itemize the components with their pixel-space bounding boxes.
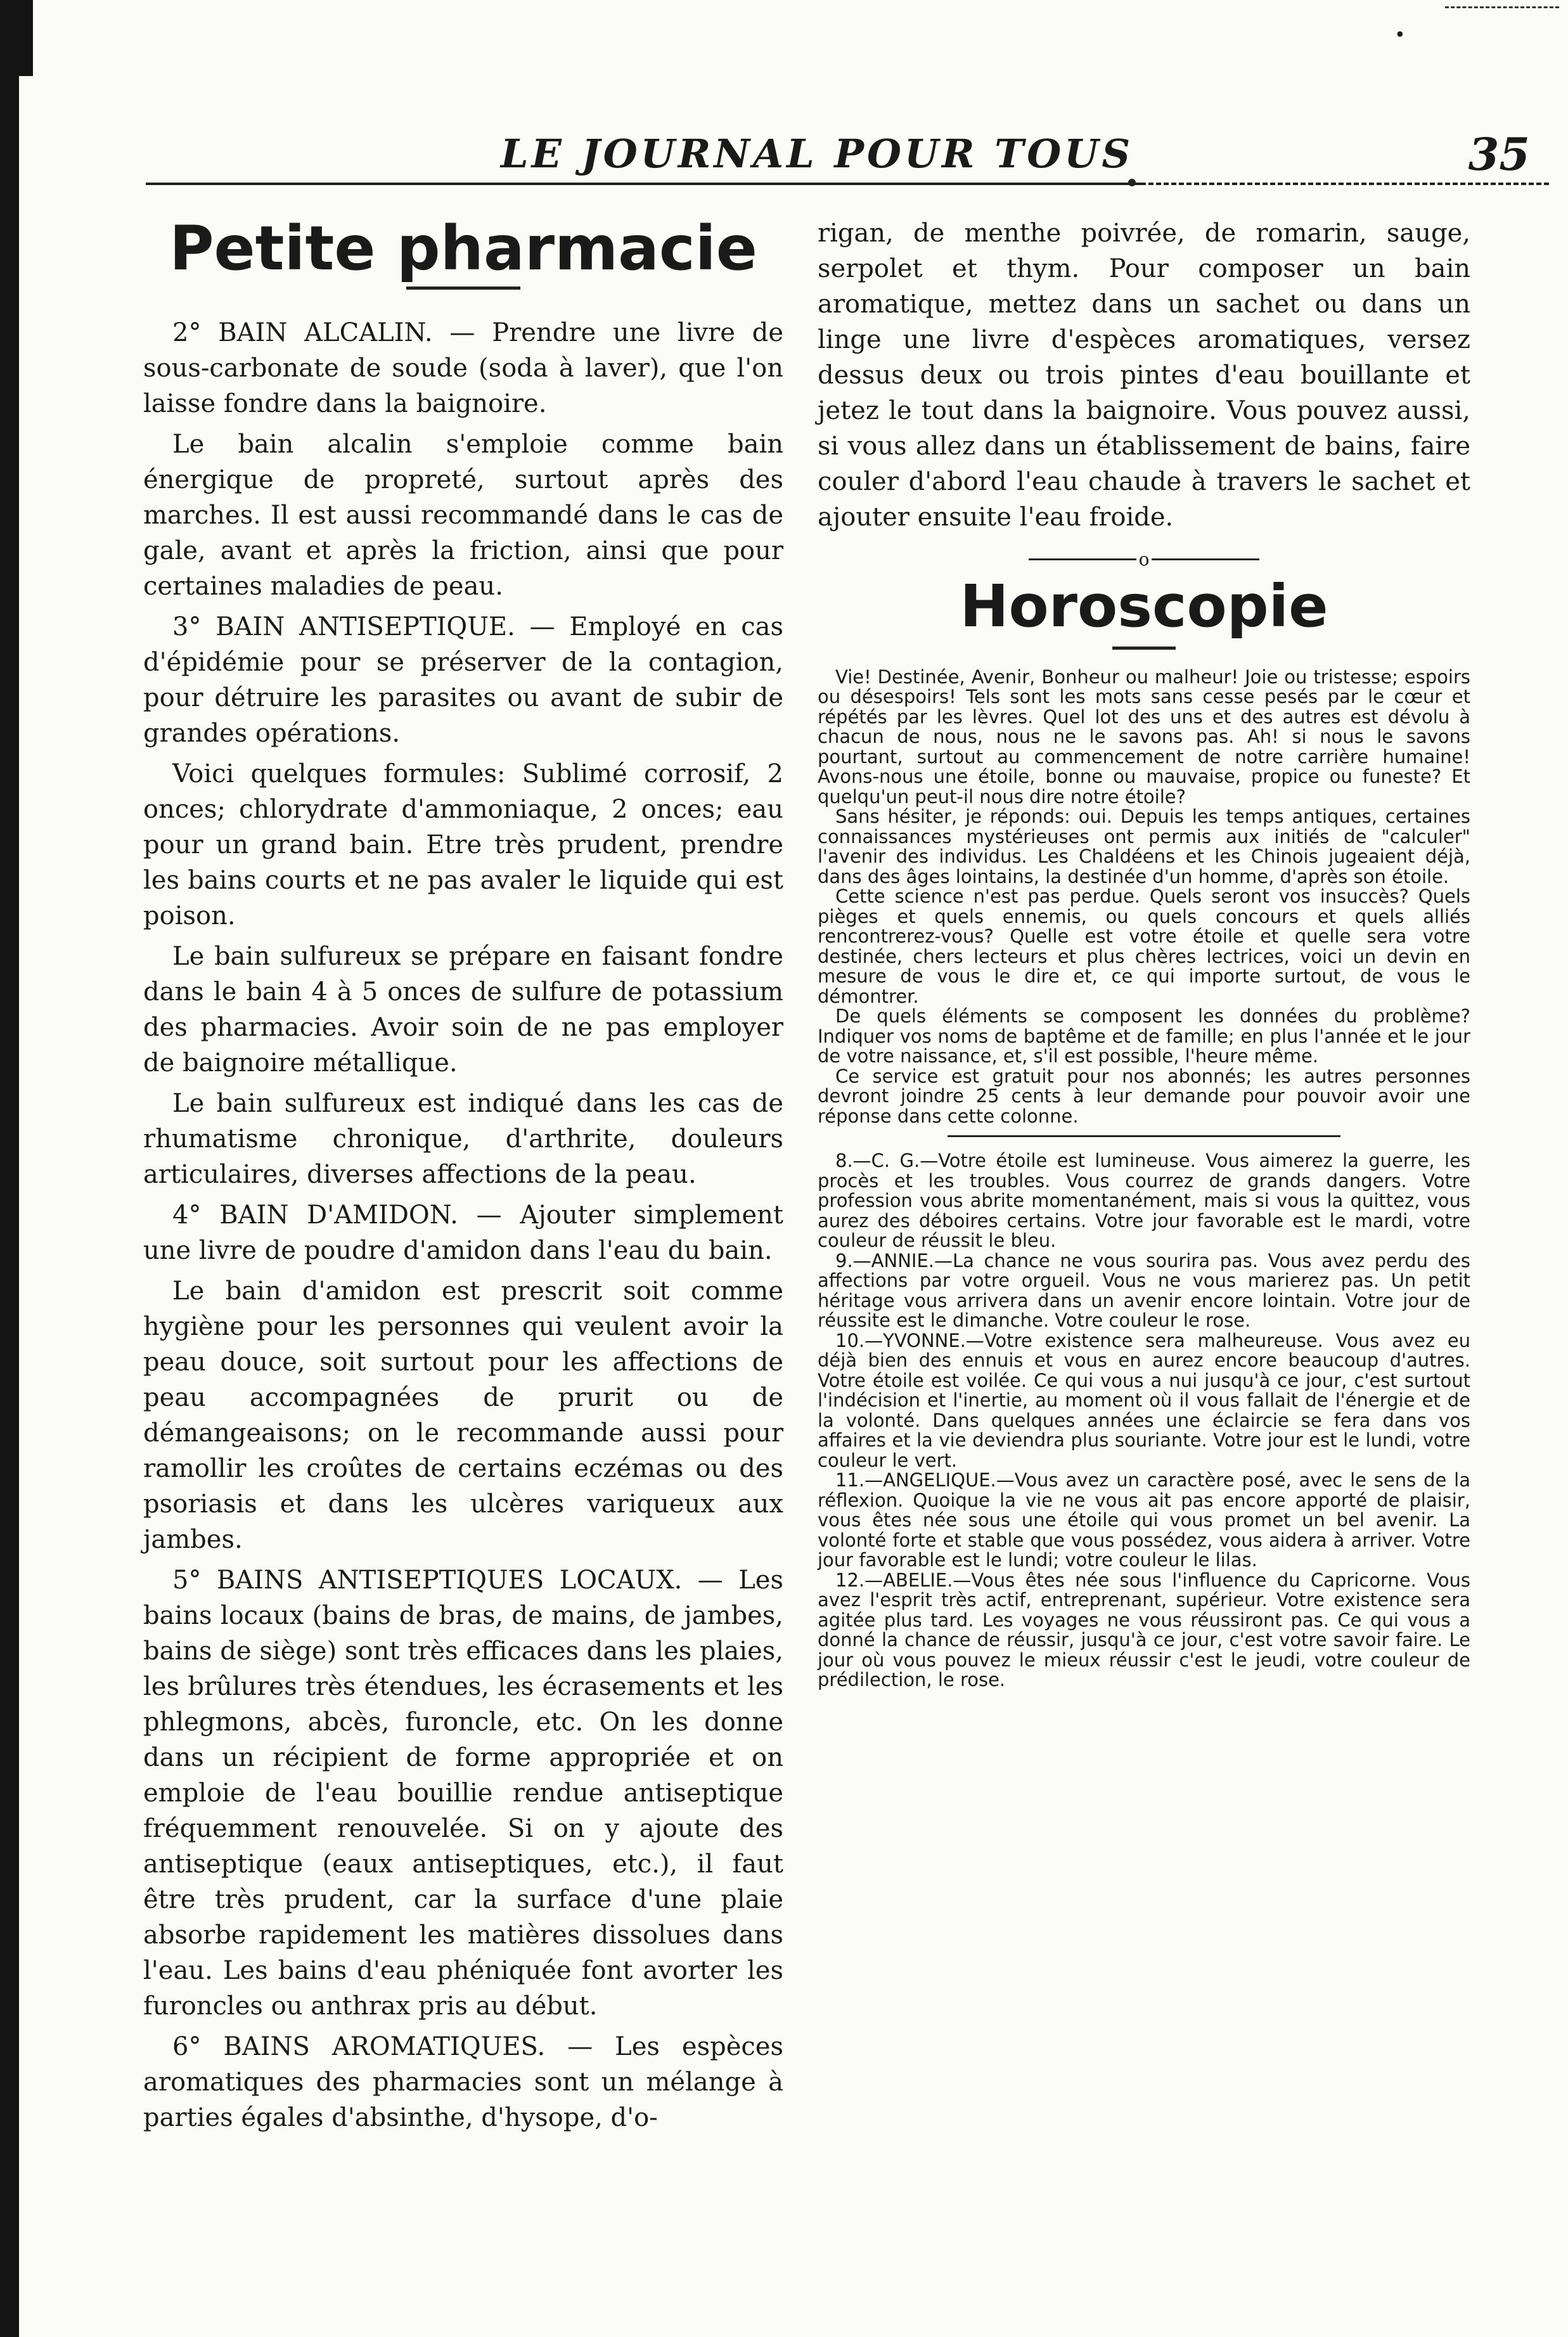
paragraph: Le bain alcalin s'emploie comme bain énergique de propreté, surtout après des marches. Il est aussi recommandé dans le cas de gale, avant et après la friction, ainsi que pour certaines maladies de peau. [143, 429, 783, 601]
page-number: 35 [1468, 128, 1530, 181]
header-rule-dot [1128, 179, 1136, 186]
intro-paragraph: Sans hésiter, je réponds: oui. Depuis les temps antiques, certaines connaissances mystérieuses ont permis aux initiés de "calculer" l'avenir des individus. Les Chaldéens et les Chinois jugeaient déjà, dans des âges lointains, la destinée d'un homme, d'après son étoile. [818, 806, 1470, 887]
title-underline [406, 286, 520, 290]
horoscope-answer: 12.—ABELIE.—Vous êtes née sous l'influence du Capricorne. Vous avez l'esprit très actif, entreprenant, supérieur. Votre existence sera agitée plus tard. Les voyages ne vous réussiront pas. Ce qui vous a donné la chance de réussir, jusqu'à ce jour, c'est votre savoir faire. Le jour où vous pouvez le mieux réussir c'est le jeudi, votre couleur de prédilection, le rose. [818, 1569, 1470, 1691]
paragraph: 3° BAIN ANTISEPTIQUE. — Employé en cas d'épidémie pour se préserver de la contagion, pour détruire les parasites ou avant de subir de grandes opérations. [143, 612, 783, 748]
intro-paragraph: De quels éléments se composent les données du problème? Indiquer vos noms de baptême et de famille; en plus l'année et le jour de votre naissance, et, s'il est possible, l'heure même. [818, 1005, 1470, 1067]
header-rule-dashed [1141, 183, 1549, 185]
title-underline [1112, 647, 1176, 650]
section-divider [818, 549, 1470, 570]
paragraph: Le bain sulfureux se prépare en faisant fondre dans le bain 4 à 5 onces de sulfure de potassium des pharmacies. Avoir soin de ne pas employer de baignoire métallique. [143, 941, 783, 1078]
article-title-horoscopie: Horoscopie [960, 572, 1328, 640]
paragraph: 6° BAINS AROMATIQUES. — Les espèces aromatiques des pharmacies sont un mélange à parties égales d'absinthe, d'hysope, d'o- [143, 2031, 783, 2132]
divider-line [1029, 558, 1136, 560]
paragraph: Le bain sulfureux est indiqué dans les cas de rhumatisme chronique, d'arthrite, douleurs articulaires, diverses affections de la peau. [143, 1088, 783, 1189]
divider-ornament: o [1138, 549, 1150, 570]
page-edge-bar [0, 0, 19, 2337]
journal-title: LE JOURNAL POUR TOUS [501, 131, 1134, 177]
paragraph: 2° BAIN ALCALIN. — Prendre une livre de sous-carbonate de soude (soda à laver), que l'on laisse fondre dans la baignoire. [143, 318, 783, 418]
running-header [146, 119, 1549, 189]
intro-paragraph: Ce service est gratuit pour nos abonnés; les autres personnes devront joindre 25 cents à leur demande pour pouvoir avoir une réponse dans cette colonne. [818, 1065, 1470, 1127]
article-title-pharmacie: Petite pharmacie [169, 213, 757, 284]
paragraph: Voici quelques formules: Sublimé corrosif, 2 onces; chlorydrate d'ammoniaque, 2 onces; eau pour un grand bain. Etre très prudent, prendre les bains courts et ne pas avaler le liquide qui est poison. [143, 759, 783, 930]
paragraph: 4° BAIN D'AMIDON. — Ajouter simplement une livre de poudre d'amidon dans l'eau du bain. [143, 1200, 783, 1265]
horoscope-answer: 8.—C. G.—Votre étoile est lumineuse. Vous aimerez la guerre, les procès et les troubles. Vous courrez de grands dangers. Votre profession vous abrite momentanément, mais si vous la quittez, vous aurez des déboires certains. Votre jour favorable est le mardi, votre couleur de réussit le bleu. [818, 1150, 1470, 1252]
top-edge-dashes [1445, 6, 1559, 8]
horoscope-answer: 11.—ANGELIQUE.—Vous avez un caractère posé, avec le sens de la réflexion. Quoique la vie ne vous ait pas encore apporté de plaisir, vous êtes née sous une étoile qui vous promet un bel avenir. La volonté forte et stable que vous possédez, vous aidera à arriver. Votre jour favorable est le lundi; votre couleur le lilas. [818, 1469, 1470, 1571]
paragraph-continuation: rigan, de menthe poivrée, de romarin, sauge, serpolet et thym. Pour composer un bain aromatique, mettez dans un sachet ou dans un linge une livre d'espèces aromatiques, versez dessus deux ou trois pintes d'eau bouillante et jetez le tout dans la baignoire. Vous pouvez aussi, si vous allez dans un établissement de bains, faire couler d'abord l'eau chaude à travers le sachet et ajouter ensuite l'eau froide. [818, 219, 1470, 532]
divider-line [1152, 558, 1259, 560]
horoscope-answer: 10.—YVONNE.—Votre existence sera malheureuse. Vous avez eu déjà bien des ennuis et vous en aurez encore beaucoup d'autres. Votre étoile est voilée. Ce qui vous a nui jusqu'à ce jour, c'est surtout l'indécision et l'inertie, au moment où il vous fallait de l'énergie et de la volonté. Dans quelques années une éclaircie se fera dans vos affaires et la vie deviendra plus souriante. Votre jour est le lundi, votre couleur le vert. [818, 1329, 1470, 1471]
intro-paragraph: Cette science n'est pas perdue. Quels seront vos insuccès? Quels pièges et quels ennemis, ou quels concours et quels alliés rencontrerez-vous? Quelle est votre étoile et quelle sera votre destinée, chers lecteurs et plus chères lectrices, voici un devin en mesure de vous le dire et, ce qui importe surtout, de vous le démontrer. [818, 885, 1470, 1007]
right-column [818, 216, 1470, 1690]
ink-mark: • [1394, 24, 1406, 46]
paragraph: 5° BAINS ANTISEPTIQUES LOCAUX. — Les bains locaux (bains de bras, de mains, de jambes, bains de siège) sont très efficaces dans les plaies, les brûlures très étendues, les écrasements et les phlegmons, abcès, furoncle, etc. On les donne dans un récipient de forme appropriée et on emploie de l'eau bouillie rendue antiseptique fréquemment renouvelée. Si on y ajoute des antiseptique (eaux antiseptiques, etc.), il faut être très prudent, car la surface d'une plaie absorbe rapidement les matières dissolues dans l'eau. Les bains d'eau phéniquée font avorter les furoncles ou anthrax pris au début. [143, 1565, 783, 2021]
horoscope-answer: 9.—ANNIE.—La chance ne vous sourira pas. Vous avez perdu des affections par votre orgueil. Vous ne vous marierez pas. Un petit héritage vous arrivera dans un avenir encore lointain. Votre jour de réussite est le dimanche. Votre couleur le rose. [818, 1249, 1470, 1332]
left-column [143, 213, 783, 2141]
page-edge-notch [19, 0, 33, 76]
section-rule [948, 1135, 1340, 1137]
intro-paragraph: Vie! Destinée, Avenir, Bonheur ou malheur! Joie ou tristesse; espoirs ou désespoirs! Tels sont les mots sans cesse pesés par le cœur et répétés par les lèvres. Quel lot des uns et des autres est dévolu à chacun de nous, nous ne le savons pas. Ah! si nous le savons pourtant, surtout au commencement de notre carrière humaine! Avons-nous une étoile, bonne ou mauvaise, propice ou funeste? Et quelqu'un peut-il nous dire notre étoile? [818, 666, 1470, 808]
paragraph: Le bain d'amidon est prescrit soit comme hygiène pour les personnes qui veulent avoir la peau douce, soit surtout pour les affections de peau accompagnées de prurit ou de démangeaisons; on le recommande aussi pour ramollir les croûtes de certains eczémas ou des psoriasis et dans les ulcères variqueux aux jambes. [143, 1276, 783, 1554]
